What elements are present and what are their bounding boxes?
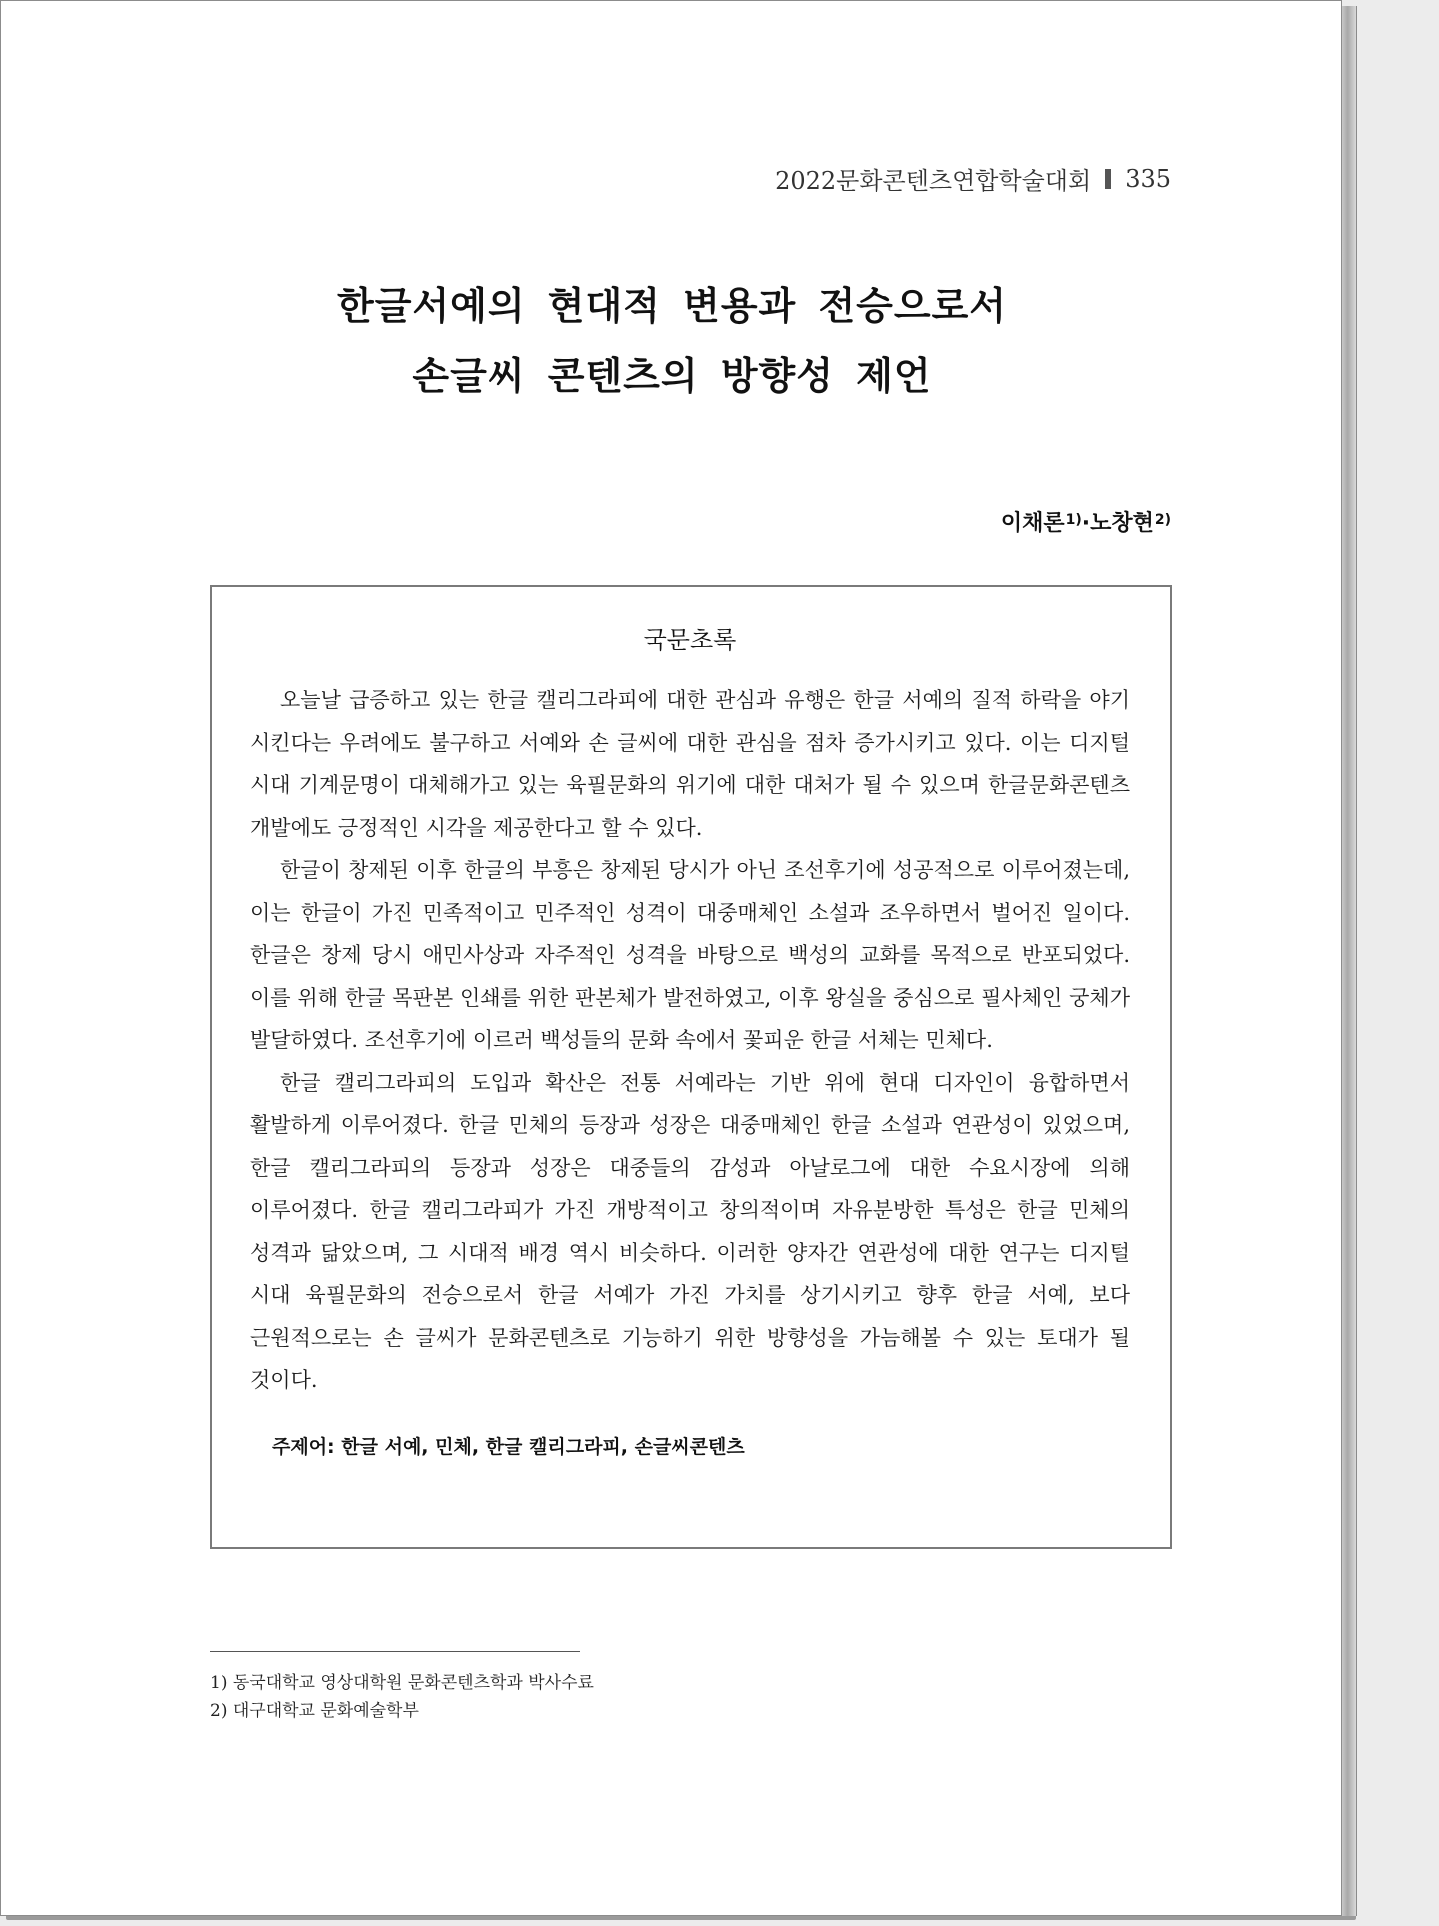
- author-line: [1001, 506, 1171, 537]
- header-separator-bar: [1105, 169, 1111, 189]
- title-line-2: 손글씨 콘텐츠의 방향성 제언: [412, 354, 932, 398]
- footnote-2: 2) 대구대학교 문화예술학부: [210, 1701, 419, 1721]
- author-2-footnote-mark[interactable]: 2): [1154, 512, 1171, 528]
- conference-name: 2022문화콘텐츠연합학술대회: [775, 167, 1092, 195]
- author-1-footnote-mark[interactable]: 1): [1065, 512, 1082, 528]
- footnotes: [210, 1669, 594, 1725]
- author-separator: ·: [1081, 511, 1091, 536]
- author-2: 노창현: [1090, 511, 1154, 536]
- abstract-paragraph-2: 한글이 창제된 이후 한글의 부흥은 창제된 당시가 아닌 조선후기에 성공적으로 이루어졌는데, 이는 한글이 가진 민족적이고 민주적인 성격이 대중매체인 소설과 조우하면서 벌어진 일이다. 한글은 창제 당시 애민사상과 자주적인 성격을 바탕으로 백성의 교화를 목적으로 반포되었다. 이를 위해 한글 목판본 인쇄를 위한 판본체가 발전하였고, 이후 왕실을 중심으로 필사체인 궁체가 발달하였다. 조선후기에 이르러 백성들의 문화 속에서 꽃피운 한글 서체는 민체다.: [250, 858, 1130, 1052]
- abstract-paragraph-3: 한글 캘리그라피의 도입과 확산은 전통 서예라는 기반 위에 현대 디자인이 융합하면서 활발하게 이루어졌다. 한글 민체의 등장과 성장은 대중매체인 한글 소설과 연관성이 있었으며, 한글 캘리그라피의 등장과 성장은 대중들의 감성과 아날로그에 대한 수요시장에 의해 이루어졌다. 한글 캘리그라피가 가진 개방적이고 창의적이며 자유분방한 특성은 한글 민체의 성격과 닮았으며, 그 시대적 배경 역시 비슷하다. 이러한 양자간 연관성에 대한 연구는 디지털 시대 육필문화의 전승으로서 한글 서예가 가진 가치를 상기시키고 향후 한글 서예, 보다 근원적으로는 손 글씨가 문화콘텐츠로 기능하기 위한 방향성을 가늠해볼 수 있는 토대가 될 것이다.: [250, 1070, 1130, 1392]
- running-header: [775, 161, 1171, 196]
- footnote-1: 1) 동국대학교 영상대학원 문화콘텐츠학과 박사수료: [210, 1673, 594, 1693]
- abstract-paragraph-1: 오늘날 급증하고 있는 한글 캘리그라피에 대한 관심과 유행은 한글 서예의 질적 하락을 야기 시킨다는 우려에도 불구하고 서예와 손 글씨에 대한 관심을 점차 증가시키고 있다. 이는 디지털 시대 기계문명이 대체해가고 있는 육필문화의 위기에 대한 대처가 될 수 있으며 한글문화콘텐츠 개발에도 긍정적인 시각을 제공한다고 할 수 있다.: [250, 688, 1130, 840]
- abstract-heading: 국문초록: [643, 626, 737, 654]
- page-number: 335: [1125, 164, 1171, 193]
- page-stack-edge: [1342, 6, 1357, 1916]
- title-line-1: 한글서예의 현대적 변용과 전승으로서: [336, 284, 1008, 328]
- keywords: 주제어: 한글 서예, 민체, 한글 캘리그라피, 손글씨콘텐츠: [272, 1435, 745, 1458]
- abstract-box: [210, 585, 1172, 1549]
- author-1: 이채론: [1000, 511, 1065, 536]
- paper-title: [1, 271, 1343, 411]
- footnote-divider: [210, 1651, 580, 1652]
